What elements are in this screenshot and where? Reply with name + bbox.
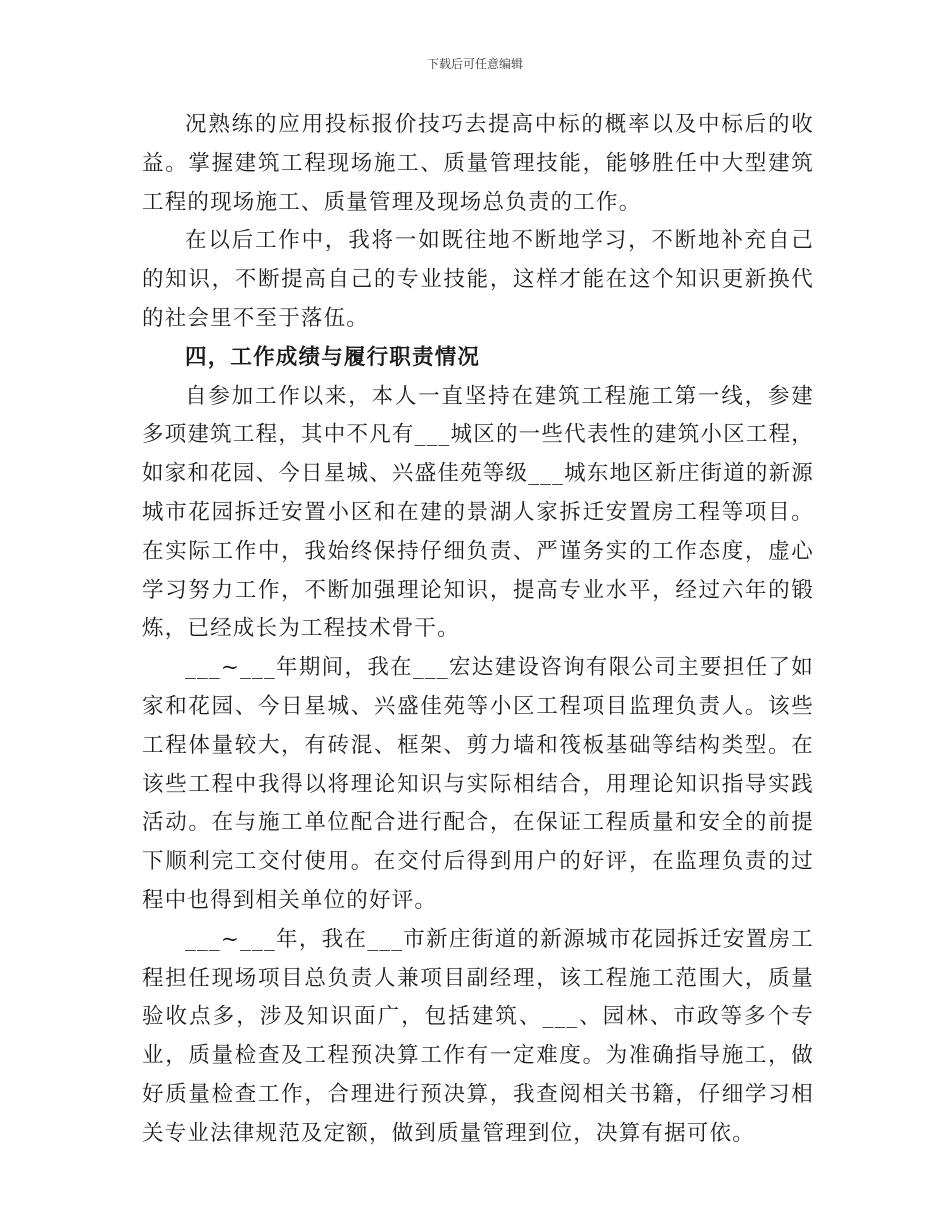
paragraph-supervision-experience: ___~___年期间，我在___宏达建设咨询有限公司主要担任了如家和花园、今日星城、兴盛佳苑等小区工程项目监理负责人。该些工程体量较大，有砖混、框架、剪力墙和筏板基础等结构类型。在该些工程中我得以将理论知识与实际相结合，用理论知识指导实践活动。在与施工单位配合进行配合，在保证工程质量和安全的前提下顺利完工交付使用。在交付后得到用户的好评，在监理负责的过程中也得到相关单位的好评。 (142, 655, 814, 913)
paragraph-continuation: 况熟练的应用投标报价技巧去提高中标的概率以及中标后的收益。掌握建筑工程现场施工、质量管理技能，能够胜任中大型建筑工程的现场施工、质量管理及现场总负责的工作。 (142, 112, 814, 215)
document-body (142, 106, 814, 1154)
page-header-note: 下载后可任意编辑 (426, 57, 523, 71)
paragraph-work-overview: 自参加工作以来，本人一直坚持在建筑工程施工第一线，参建多项建筑工程，其中不凡有___城区的一些代表性的建筑小区工程，如家和花园、今日星城、兴盛佳苑等级___城东地区新庄街道的新源城市花园拆迁安置小区和在建的景湖人家拆迁安置房工程等项目。在实际工作中，我始终保持仔细负责、严谨务实的工作态度，虚心学习努力工作，不断加强理论知识，提高专业水平，经过六年的锻炼，已经成长为工程技术骨干。 (142, 383, 814, 642)
paragraph-project-manager-experience: ___~___年，我在___市新庄街道的新源城市花园拆迁安置房工程担任现场项目总负责人兼项目副经理，该工程施工范围大，质量验收点多，涉及知识面广，包括建筑、___、园林、市政等多个专业，质量检查及工程预决算工作有一定难度。为准确指导施工，做好质量检查工作，合理进行预决算，我查阅相关书籍，仔细学习相关专业法律规范及定额，做到质量管理到位，决算有据可依。 (142, 926, 814, 1146)
section-heading: 四，工作成绩与履行职责情况 (185, 344, 481, 370)
paragraph-future-learning: 在以后工作中，我将一如既往地不断地学习，不断地补充自己的知识，不断提高自己的专业技能，这样才能在这个知识更新换代的社会里不至于落伍。 (142, 228, 814, 331)
